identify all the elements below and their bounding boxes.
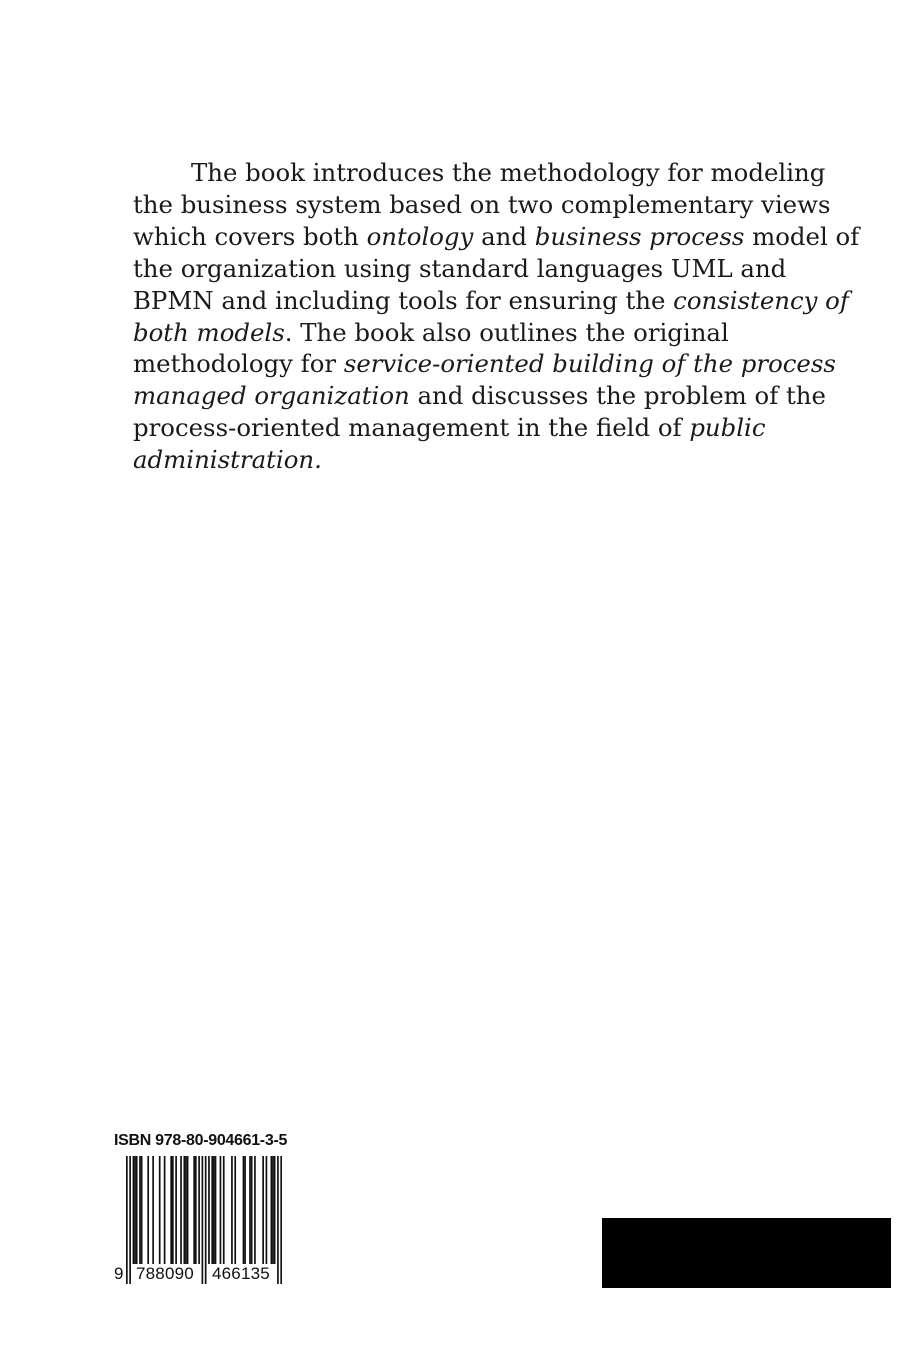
barcode-bar: [223, 1156, 225, 1264]
barcode-bar: [213, 1156, 215, 1264]
barcode-bar: [136, 1156, 138, 1264]
barcode-bar: [193, 1156, 195, 1264]
blurb-line: [133, 285, 849, 317]
barcode-bar: [280, 1156, 282, 1284]
barcode-bar: [208, 1156, 210, 1264]
blurb-emphasis: administration.: [133, 445, 322, 475]
barcode-bar: [220, 1156, 222, 1264]
blurb-line: [133, 157, 826, 189]
barcode-bar: [211, 1156, 213, 1264]
blurb-emphasis: ontology: [366, 221, 474, 251]
blurb-emphasis: both models: [133, 317, 285, 347]
barcode-bar: [185, 1156, 187, 1264]
barcode-bar: [172, 1156, 174, 1264]
barcode-bar: [244, 1156, 246, 1264]
blurb-line: [133, 221, 860, 253]
barcode-bar: [133, 1156, 135, 1264]
blurb-text: process-oriented management in the field of: [133, 413, 690, 443]
barcode-bar: [215, 1156, 217, 1264]
isbn-label: ISBN 978-80-904661-3-5: [114, 1132, 288, 1149]
blurb-emphasis: business process: [534, 221, 745, 251]
barcode-bar: [134, 1156, 136, 1264]
barcode-bar: [249, 1156, 251, 1264]
barcode-bar: [243, 1156, 245, 1264]
blurb-text: BPMN and including tools for ensuring the: [133, 285, 674, 315]
blurb-line: [133, 317, 793, 349]
blurb-text: model of: [744, 221, 860, 251]
barcode-bar: [180, 1156, 182, 1264]
price-box: [602, 1218, 891, 1288]
barcode-bar: [159, 1156, 161, 1264]
back-cover-blurb: [133, 157, 860, 476]
barcode-bar: [251, 1156, 253, 1264]
barcode-bar: [234, 1156, 236, 1264]
barcode-digits-left: 788090: [136, 1264, 194, 1283]
barcode-bar: [198, 1156, 200, 1264]
blurb-text: and discusses the problem of the: [409, 381, 826, 411]
barcode-digit-first: 9: [114, 1264, 124, 1283]
barcode-bar: [139, 1156, 141, 1264]
blurb-line: [133, 412, 793, 444]
blurb-line: [133, 348, 836, 380]
barcode-bar: [170, 1156, 172, 1264]
blurb-line: [133, 380, 826, 412]
blurb-line: [133, 444, 793, 476]
blurb-text: . The book also outlines the original: [284, 317, 729, 347]
barcode-bar: [231, 1156, 233, 1264]
barcode-bar: [164, 1156, 166, 1264]
blurb-line: [133, 189, 831, 221]
barcode-digits: [114, 1264, 270, 1284]
blurb-text: the organization using standard languages UML and: [133, 253, 787, 283]
barcode-bar: [254, 1156, 256, 1264]
barcode-bar: [141, 1156, 143, 1264]
barcode-bar: [262, 1156, 264, 1264]
barcode-bar: [272, 1156, 274, 1264]
blurb-emphasis: managed organization: [133, 381, 410, 411]
blurb-emphasis: public: [689, 413, 766, 443]
blurb-emphasis: service-oriented building of the process: [343, 349, 836, 379]
blurb-text: the business system based on two complementary views: [133, 189, 831, 219]
blurb-text: which covers both: [133, 221, 367, 251]
barcode-bar: [271, 1156, 273, 1264]
barcode-bar: [175, 1156, 177, 1264]
blurb-emphasis: consistency of: [673, 285, 849, 315]
blurb-text: The book introduces the methodology for modeling: [191, 158, 826, 187]
barcode-bar: [274, 1156, 276, 1264]
blurb-line: [133, 253, 793, 285]
barcode-digits-right: 466135: [212, 1264, 270, 1283]
blurb-text: and: [473, 221, 535, 251]
blurb-text: methodology for: [133, 349, 344, 379]
barcode-bar: [266, 1156, 268, 1264]
barcode-bar: [187, 1156, 189, 1264]
barcode-bar: [152, 1156, 154, 1264]
barcode-bar: [195, 1156, 197, 1264]
barcode-bar: [147, 1156, 149, 1264]
barcode-bar: [183, 1156, 185, 1264]
barcode-bar: [277, 1156, 279, 1284]
